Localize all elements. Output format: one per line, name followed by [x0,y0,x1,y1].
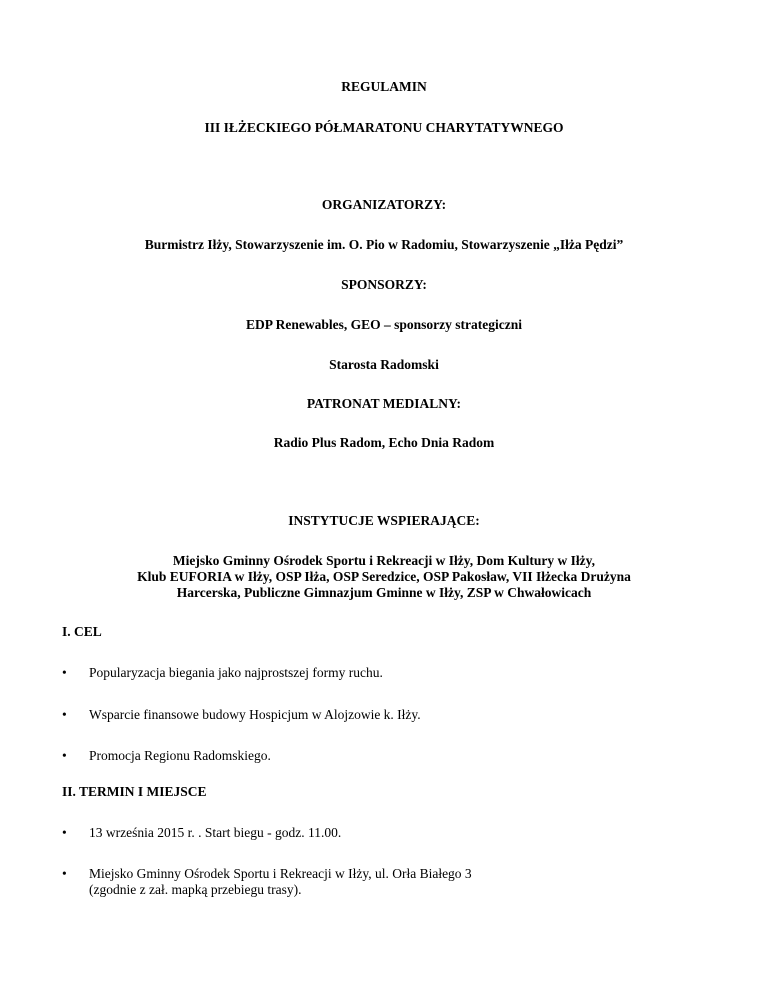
media-text: Radio Plus Radom, Echo Dnia Radom [273,435,495,450]
sponsors-line-2: Starosta Radomski [329,357,439,372]
list-item-text: 13 września 2015 r. . Start biegu - godz. 11.00. [89,825,342,840]
support-line-2: Klub EUFORIA w Iłży, OSP Iłża, OSP Seredzice, OSP Pakosław, VII Iłżecka Drużyna [137,569,631,584]
list-item-text: Popularyzacja biegania jako najprostszej formy ruchu. [89,665,383,680]
bullet: • [62,748,67,763]
bullet: • [62,825,67,840]
list-item-text: Miejsko Gminny Ośrodek Sportu i Rekreacji w Iłży, ul. Orła Białego 3 [89,866,472,881]
document-title: REGULAMIN [341,79,427,94]
section-1-heading: I. CEL [62,624,102,639]
bullet: • [62,665,67,680]
list-item-text: Wsparcie finansowe budowy Hospicjum w Alojzowie k. Iłży. [89,707,421,722]
support-line-3: Harcerska, Publiczne Gimnazjum Gminne w Iłży, ZSP w Chwałowicach [176,585,592,600]
list-item-text: (zgodnie z zał. mapką przebiegu trasy). [89,882,302,897]
organizers-text: Burmistrz Iłży, Stowarzyszenie im. O. Pio w Radomiu, Stowarzyszenie „Iłża Pędzi” [144,237,624,252]
sponsors-heading: SPONSORZY: [341,277,427,292]
media-heading: PATRONAT MEDIALNY: [306,396,462,411]
sponsors-line-1: EDP Renewables, GEO – sponsorzy strategiczni [246,317,522,332]
support-heading: INSTYTUCJE WSPIERAJĄCE: [288,513,480,528]
bullet: • [62,707,67,722]
section-2-heading: II. TERMIN I MIEJSCE [62,784,207,799]
bullet: • [62,866,67,881]
organizers-heading: ORGANIZATORZY: [321,197,447,212]
support-line-1: Miejsko Gminny Ośrodek Sportu i Rekreacji w Iłży, Dom Kultury w Iłży, [172,553,596,568]
list-item-text: Promocja Regionu Radomskiego. [89,748,271,763]
document-subtitle: III IŁŻECKIEGO PÓŁMARATONU CHARYTATYWNEGO [204,120,564,135]
